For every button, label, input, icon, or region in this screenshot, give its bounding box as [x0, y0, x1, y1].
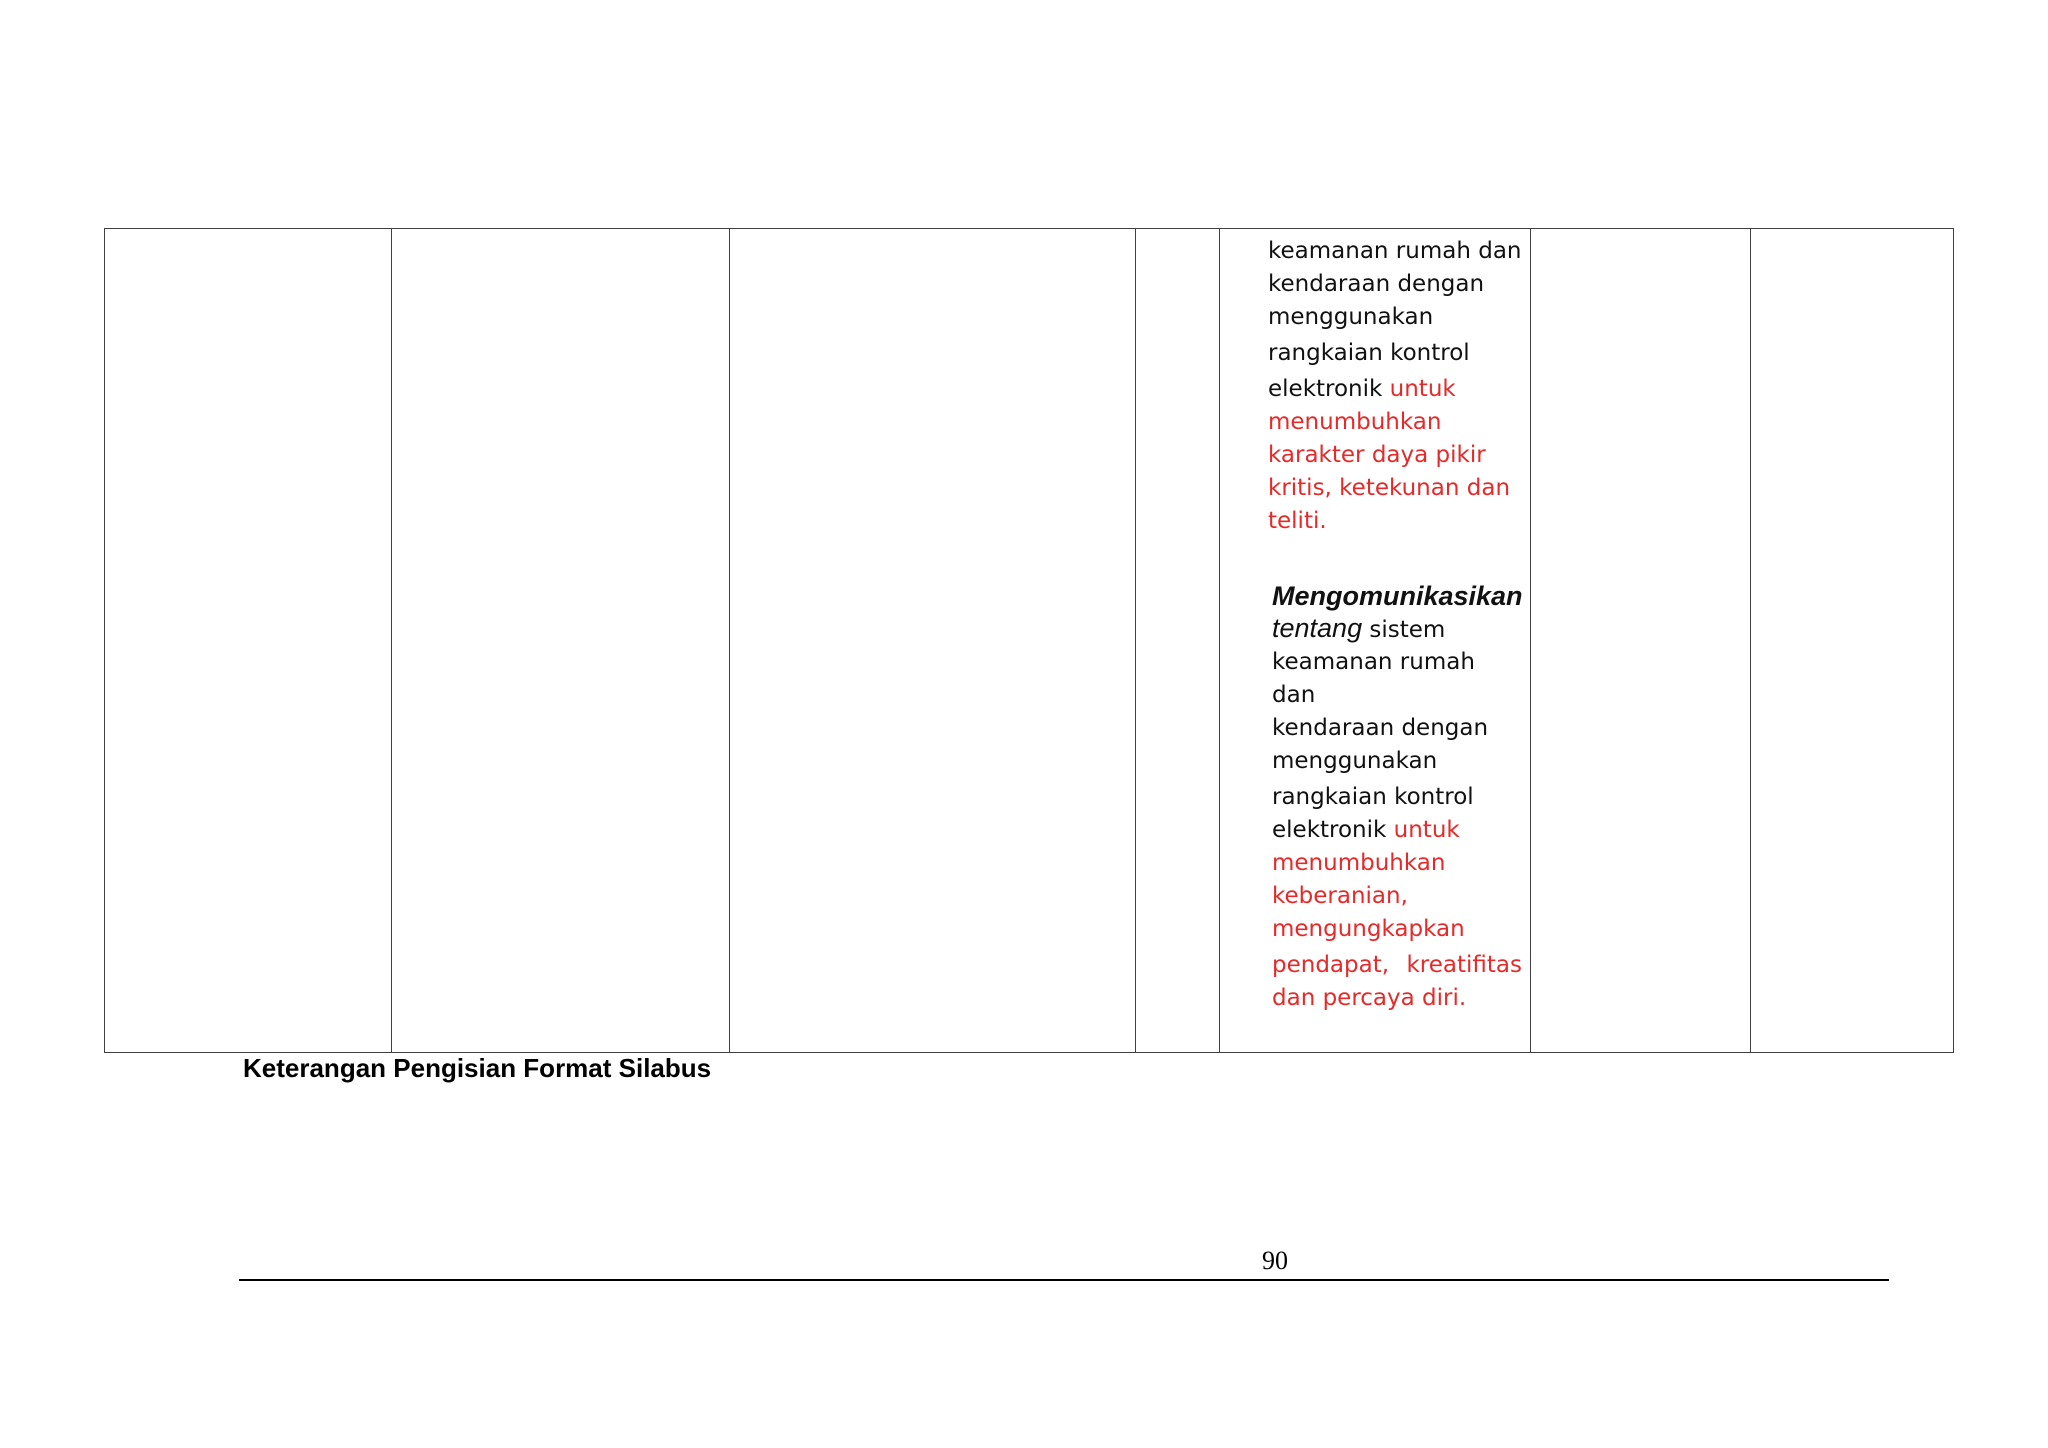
character-text: keberanian, [1272, 883, 1408, 909]
text-span: sistem [1369, 617, 1446, 643]
table-cell-1 [105, 229, 392, 1053]
text-line [1268, 373, 1524, 406]
text-line: menggunakan [1272, 748, 1438, 774]
text-line: menggunakan [1268, 304, 1434, 330]
text-line: keamanan rumah dan [1272, 649, 1475, 708]
table-cell-2 [392, 229, 730, 1053]
footnote-heading: Keterangan Pengisian Format Silabus [243, 1053, 712, 1083]
page-number: 90 [1262, 1246, 1288, 1275]
character-text: karakter daya pikir [1268, 442, 1486, 468]
text-line: rangkaian kontrol [1272, 784, 1474, 810]
character-text: dan percaya diri. [1272, 985, 1467, 1011]
table-cell-3 [730, 229, 1136, 1053]
character-text: menumbuhkan [1268, 409, 1442, 435]
table-cell-4 [1136, 229, 1220, 1053]
character-text [1272, 949, 1522, 982]
table-cell-6 [1531, 229, 1751, 1053]
text-span: elektronik [1268, 376, 1383, 402]
character-text: teliti. [1268, 508, 1327, 534]
syllabus-table [104, 228, 1954, 1053]
text-line: rangkaian kontrol [1268, 340, 1470, 366]
character-text: mengungkapkan [1272, 916, 1465, 942]
character-text: untuk [1393, 817, 1460, 843]
text-line [1272, 612, 1524, 646]
text-line: kendaraan dengan [1272, 715, 1489, 741]
activity-text-block [1220, 229, 1530, 538]
footer-rule [239, 1279, 1889, 1281]
table-cell-learning-activities [1220, 229, 1531, 1053]
table-row [105, 229, 1954, 1053]
text-span: kreatifitas [1406, 952, 1522, 978]
table-cell-7 [1751, 229, 1954, 1053]
activity-text-block [1220, 538, 1530, 1015]
italic-word: tentang [1272, 613, 1363, 643]
text-span: elektronik [1272, 817, 1387, 843]
text-line: keamanan rumah dan [1268, 238, 1522, 264]
character-text: untuk [1389, 376, 1456, 402]
character-text: menumbuhkan [1272, 850, 1446, 876]
text-line: kendaraan dengan [1268, 271, 1485, 297]
character-text: kritis, ketekunan dan [1268, 475, 1511, 501]
text-line [1272, 814, 1524, 847]
activity-heading: Mengomunikasikan [1272, 581, 1523, 611]
text-span: pendapat, [1272, 952, 1390, 978]
